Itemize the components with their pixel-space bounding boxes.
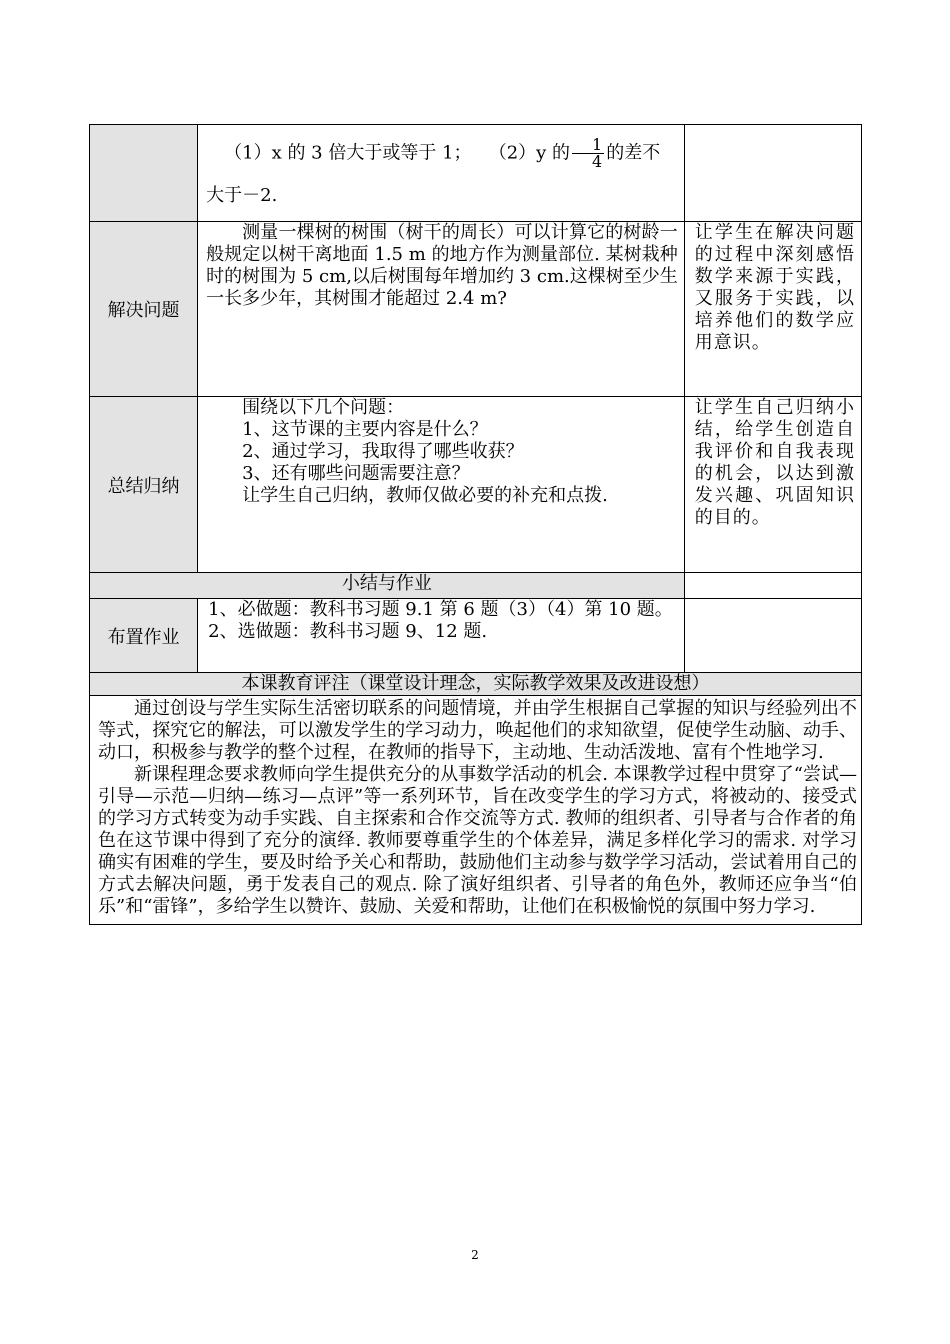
inequality-note-cell <box>684 125 861 222</box>
homework-line-1: 1、必做题：教科书习题 9.1 第 6 题（3）（4）第 10 题。 <box>208 599 673 620</box>
summary-row <box>90 397 862 573</box>
summary-content-cell <box>198 397 685 573</box>
homework-label: 布置作业 <box>90 599 198 673</box>
eval-heading-row <box>90 673 862 696</box>
solve-content-cell <box>198 222 685 397</box>
summary-note: 让学生自己归纳小结，给学生创造自我评价和自我表现的机会，以达到激发兴趣、巩固知识的目的。 <box>694 397 855 528</box>
inequality-part1: （1）x 的 3 倍大于或等于 1； <box>224 142 472 164</box>
eval-body-cell <box>90 696 862 925</box>
inequality-content-cell <box>198 125 685 222</box>
section-heading: 小结与作业 <box>90 573 685 599</box>
eval-paragraph-2: 新课程理念要求教师向学生提供充分的从事数学活动的机会. 本课教学过程中贯穿了“尝试—引导—示范—归纳—练习—点评”等一系列环节，旨在改变学生的学习方式，将被动的、接受式的学习方式转变为动手实践、自主探索和合作交流等方式. 教师的组织者、引导者与合作者的角色在这节课中得到了充分的演绎. 教师要尊重学生的个体差异，满足多样化学习的需求. 对学习确实有困难的学生，要及时给予关心和帮助，鼓励他们主动参与数学学习活动，尝试着用自己的方式去解决问题，勇于发表自己的观点. 除了演好组织者、引导者的角色外，教师还应争当“伯乐”和“雷锋”，多给学生以赞许、鼓励、关爱和帮助，让他们在积极愉悦的氛围中努力学习. <box>98 764 857 917</box>
summary-line-3: 2、通过学习，我取得了哪些收获？ <box>242 441 524 462</box>
eval-heading: 本课教育评注（课堂设计理念，实际教学效果及改进设想） <box>90 673 862 696</box>
lesson-plan-table <box>89 124 862 925</box>
solve-note: 让学生在解决问题的过程中深刻感悟数学来源于实践，又服务于实践，以培养他们的数学应用意识。 <box>694 222 855 353</box>
fraction-one-quarter: $\frac{1}{4}$ <box>572 137 604 170</box>
solve-label: 解决问题 <box>90 222 198 397</box>
inequality-part2-suffix: 的差不 <box>606 142 661 164</box>
page-number: 2 <box>471 1248 479 1262</box>
summary-line-1: 围绕以下几个问题： <box>242 397 405 418</box>
inequality-line2: 大于－2. <box>206 185 278 206</box>
eval-body-row <box>90 696 862 925</box>
section-heading-row <box>90 573 862 599</box>
inequality-label-cell <box>90 125 198 222</box>
solve-row <box>90 222 862 397</box>
homework-row <box>90 599 862 673</box>
summary-line-5: 让学生自己归纳，教师仅做必要的补充和点拨. <box>242 485 608 506</box>
homework-content-cell <box>198 599 685 673</box>
section-heading-empty <box>684 573 861 599</box>
summary-line-2: 1、这节课的主要内容是什么？ <box>242 419 488 440</box>
summary-line-4: 3、还有哪些问题需要注意？ <box>242 463 470 484</box>
inequality-row <box>90 125 862 222</box>
inequality-part2-prefix: （2）y 的 <box>488 142 571 164</box>
solve-note-cell <box>684 222 861 397</box>
summary-note-cell <box>684 397 861 573</box>
homework-line-2: 2、选做题：教科书习题 9、12 题. <box>208 621 488 642</box>
homework-note-cell <box>684 599 861 673</box>
eval-paragraph-1: 通过创设与学生实际生活密切联系的问题情境，并由学生根据自己掌握的知识与经验列出不等式，探究它的解法，可以激发学生的学习动力，唤起他们的求知欲望，促使学生动脑、动手、动口，积极参与教学的整个过程，在教师的指导下，主动地、生动活泼地、富有个性地学习. <box>98 698 857 763</box>
solve-content: 测量一棵树的树围（树干的周长）可以计算它的树龄一般规定以树干离地面 1.5 m 的地方作为测量部位. 某树栽种时的树围为 5 cm,以后树围每年增加约 3 cm.这棵树至少生一长多少年，其树围才能超过 2.4 m? <box>206 222 678 309</box>
summary-label: 总结归纳 <box>90 397 198 573</box>
